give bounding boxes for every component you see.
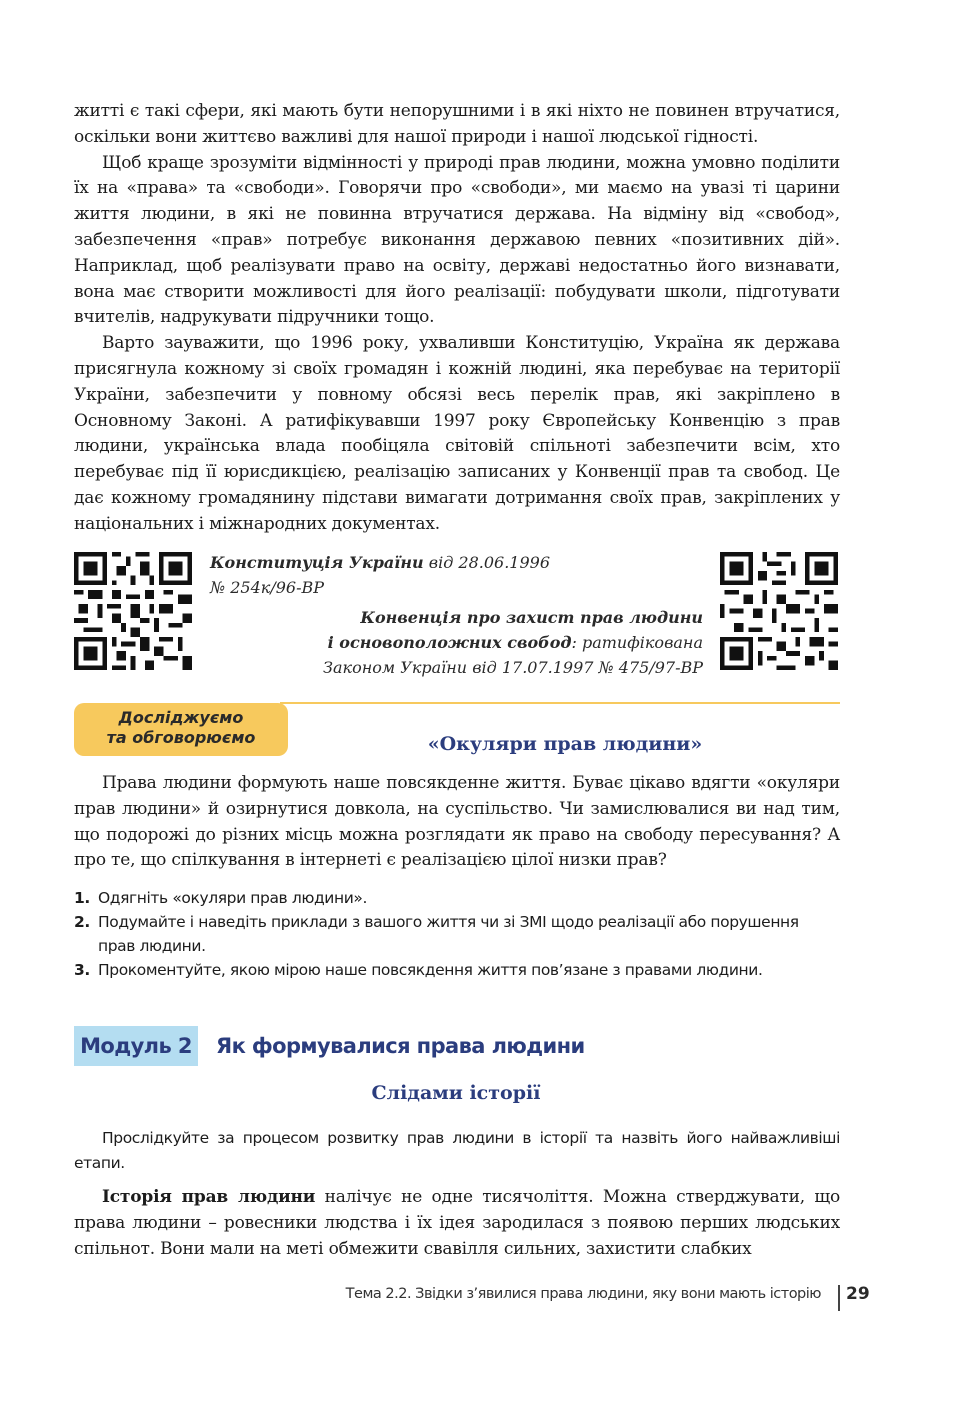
paragraph-1: житті є такі сфери, які мають бути непорушними і в які ніхто не повинен втручатися, оскільки вони життєво важливі для нашої природи і нашої людської гідності.: [74, 101, 840, 147]
qr-code-icon[interactable]: [74, 552, 192, 670]
module-label: Модуль 2: [74, 1026, 198, 1066]
activity-title: «Окуляри прав людини»: [427, 733, 703, 755]
task-list: [74, 886, 840, 982]
convention-reference: Конвенція про захист прав людини і основоположних свобод: ратифікована Законом України від 17.07.1997 № 475/97-ВР: [323, 605, 703, 680]
module-task: Прослідкуйте за процесом розвитку прав людини в історії та назвіть його найважливіші етапи.: [74, 1129, 840, 1172]
paragraph-3: Варто зауважити, що 1996 року, ухваливши Конституцію, Україна як держава присягнула кожному зі своїх громадян і кожній людині, яка перебуває на території України, забезпечити у повному обсязі весь перелік прав, які закріплено в Основному Законі. А ратифікувавши 1997 року Європейську Конвенцію з прав людини, українська влада пообіцяла світовій спільноті забезпечити всім, хто перебуває під її юрисдикцією, реалізацію записаних у Конвенції прав та свобод. Це дає кожному громадянину підстави вимагати дотримання своїх прав, закріплених у національних і міжнародних документах.: [74, 333, 840, 534]
history-paragraph: Історія прав людини налічує не одне тисячоліття. Можна стверджувати, що права людини – ровесники людства і їх ідея зародилася з появою перших людських спільнот. Вони мали на меті обмежити свавілля сильних, захистити слабких: [74, 1187, 840, 1259]
constitution-number: № 254к/96-ВР: [210, 578, 324, 597]
paragraph-2: Щоб краще зрозуміти відмінності у природі прав людини, можна умовно поділити їх на «права» та «свободи». Говорячи про «свободи», ми маємо на увазі ті царини життя людини, в які не повинна втручатися держава. На відміну від «свобод», забезпечення «прав» потребує виконання державою певних «позитивних дій». Наприклад, щоб реалізувати право на освіту, державі недостатньо його визнавати, вона має створити можливості для його реалізації: побудувати школи, підготувати вчителів, надрукувати підручники тощо.: [74, 152, 840, 328]
convention-title-line1: Конвенція про захист прав людини: [360, 608, 703, 627]
footer-topic: Тема 2.2. Звідки з’явилися права людини, яку вони мають історію: [345, 1286, 821, 1302]
footer-divider: [838, 1285, 840, 1311]
section-title: Слідами історії: [371, 1082, 541, 1104]
convention-law: Законом України від 17.07.1997 № 475/97-ВР: [323, 658, 703, 677]
history-term: Історія прав людини: [102, 1187, 316, 1207]
module-title: Як формувалися права людини: [216, 1034, 585, 1058]
list-item: 1. Одягніть «окуляри прав людини».: [74, 889, 367, 907]
section-divider: [280, 702, 840, 704]
list-item: 2. Подумайте і наведіть приклади з вашого життя чи зі ЗМІ щодо реалізації або порушення прав людини.: [74, 913, 799, 955]
page-number: 29: [846, 1284, 870, 1304]
list-item: 3. Прокоментуйте, якою мірою наше повсякдення життя пов’язане з правами людини.: [74, 961, 763, 979]
qr-code-icon[interactable]: [720, 552, 838, 670]
activity-badge: Досліджуємо та обговорюємо: [74, 703, 288, 756]
constitution-title: Конституція України: [210, 553, 424, 572]
body-text: [74, 99, 840, 538]
convention-title-line2: і основоположних свобод: [327, 633, 572, 652]
constitution-reference: Конституція України від 28.06.1996 № 254к/96-ВР: [210, 550, 550, 600]
activity-intro: Права людини формують наше повсякденне життя. Буває цікаво вдягти «окуляри прав людини» й озирнутися довкола, на суспільство. Чи замислювалися ви над тим, що подорожі до різних місць можна розглядати як право на свободу пересування? А про те, що спілкування в інтернеті є реалізацією цілої низки прав?: [74, 773, 840, 871]
